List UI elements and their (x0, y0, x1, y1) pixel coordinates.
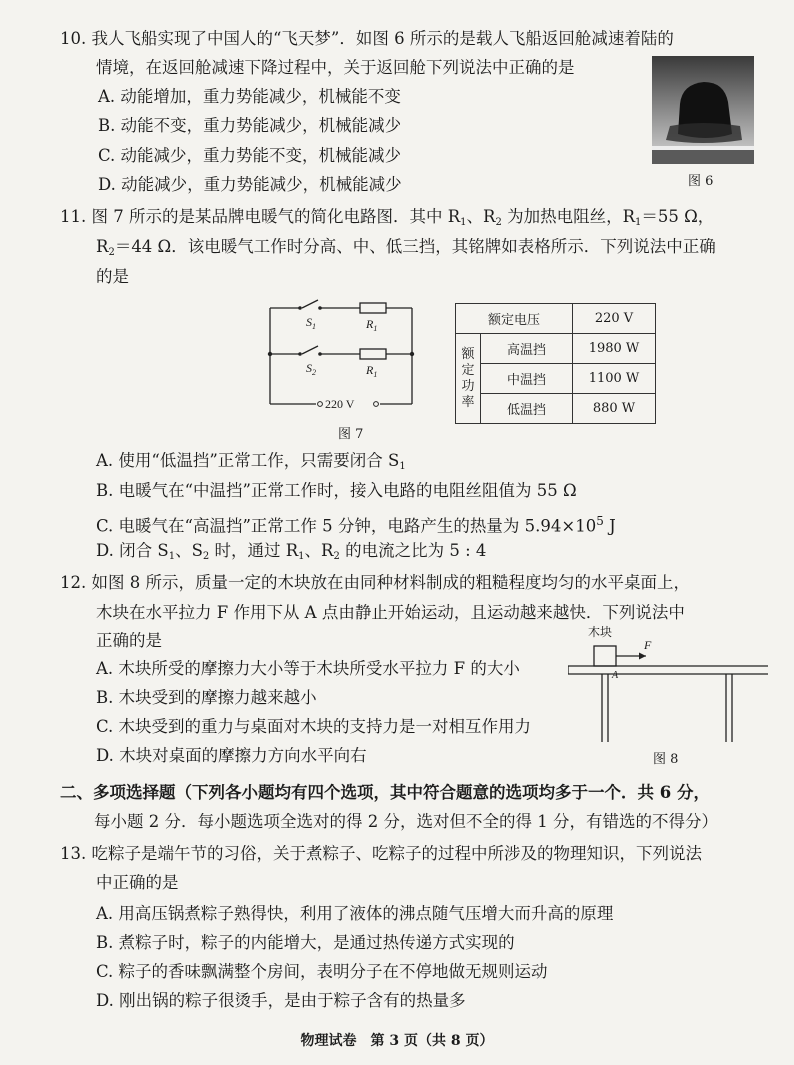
q11-stem-line1: 11. 图 7 所示的是某品牌电暖气的简化电路图．其中 $R_1$、$R_2$ 为加热电阻丝，$R_1=55$ Ω， (60, 207, 715, 228)
section2-instructions-line1: 二、多项选择题（下列各小题均有四个选项，其中符合题意的选项均多于一个．共 6 分， (60, 783, 710, 802)
circuit-diagram (262, 292, 432, 420)
low-gear-value: 880 W (573, 394, 656, 424)
q13-option-b: B. 煮粽子时，粽子的内能增大，是通过热传递方式实现的 (96, 933, 515, 952)
q13-option-c: C. 粽子的香味飘满整个房间，表明分子在不停地做无规则运动 (96, 962, 548, 981)
q11-option-a: A. 使用“低温挡”正常工作，只需要闭合 $S_1$ (96, 451, 406, 472)
q10-option-c: C. 动能减少，重力势能不变，机械能减少 (98, 146, 402, 165)
q12-stem-line1: 12. 如图 8 所示，质量一定的木块放在由同种材料制成的粗糙程度均匀的水平桌面上， (60, 573, 690, 592)
q10-stem-line1: 10. 我人飞船实现了中国人的“飞天梦”．如图 6 所示的是载人飞船返回舱减速着陆的 (60, 29, 674, 48)
point-a-label: A (612, 670, 619, 681)
q13-option-a: A. 用高压锅煮粽子熟得快，利用了液体的沸点随气压增大而升高的原理 (96, 904, 614, 923)
q10-option-b: B. 动能不变，重力势能减少，机械能减少 (98, 116, 402, 135)
q12-option-a: A. 木块所受的摩擦力大小等于木块所受水平拉力 F 的大小 (96, 659, 520, 678)
section2-instructions-line2: 每小题 2 分．每小题选项全选对的得 2 分，选对但不全的得 1 分，有错选的不得分） (94, 812, 718, 831)
rated-voltage-label: 额定电压 (456, 304, 573, 334)
force-label: F (644, 638, 652, 652)
q10-option-d: D. 动能减少，重力势能减少，机械能减少 (98, 175, 402, 194)
wooden-block (594, 646, 616, 666)
q12-option-b: B. 木块受到的摩擦力越来越小 (96, 688, 317, 707)
figure-6-caption: 图 6 (688, 174, 714, 189)
block-on-table-figure (568, 622, 768, 750)
resistor-r2-label: $R_1$ (366, 363, 378, 379)
voltage-source-label: 220 V (325, 397, 355, 411)
q13-option-d: D. 刚出锅的粽子很烫手，是由于粽子含有的热量多 (96, 991, 466, 1010)
nameplate-table (455, 303, 656, 424)
high-gear-label: 高温挡 (481, 334, 573, 364)
figure-7-caption: 图 7 (338, 427, 364, 442)
q13-stem-line1: 13. 吃粽子是端午节的习俗，关于煮粽子、吃粽子的过程中所涉及的物理知识，下列说法 (60, 844, 702, 863)
q12-option-d: D. 木块对桌面的摩擦力方向水平向右 (96, 746, 367, 765)
page-footer: 物理试卷 第 3 页（共 8 页） (300, 1033, 494, 1049)
q12-option-c: C. 木块受到的重力与桌面对木块的支持力是一对相互作用力 (96, 717, 532, 736)
force-arrow-icon (639, 653, 646, 660)
q12-stem-line3: 正确的是 (96, 631, 162, 650)
q11-option-d: D. 闭合 $S_1$、$S_2$ 时，通过 $R_1$、$R_2$ 的电流之比为 5 : 4 (96, 541, 487, 562)
capsule-landing-photo (652, 56, 754, 164)
low-gear-label: 低温挡 (481, 394, 573, 424)
mid-gear-value: 1100 W (573, 364, 656, 394)
block-label: 木块 (588, 625, 613, 639)
figure-8-caption: 图 8 (653, 752, 679, 767)
rated-power-label: 额 定 功 率 (456, 334, 481, 424)
q10-option-a: A. 动能增加，重力势能减少，机械能不变 (98, 87, 401, 106)
q11-option-c: C. 电暖气在“高温挡”正常工作 5 分钟，电路产生的热量为 $5.94\times 10^5$ J (96, 514, 616, 536)
mid-gear-label: 中温挡 (481, 364, 573, 394)
q12-stem-line2: 木块在水平拉力 F 作用下从 A 点由静止开始运动，且运动越来越快．下列说法中 (96, 603, 685, 622)
switch-s1-label: $S_1$ (306, 315, 316, 331)
q11-option-b: B. 电暖气在“中温挡”正常工作时，接入电路的电阻丝阻值为 55 Ω (96, 481, 577, 500)
q13-stem-line2: 中正确的是 (96, 873, 179, 892)
high-gear-value: 1980 W (573, 334, 656, 364)
q10-stem-line2: 情境，在返回舱减速下降过程中，关于返回舱下列说法中正确的是 (96, 58, 575, 77)
q11-stem-line3: 的是 (96, 267, 129, 286)
switch-s2-label: $S_2$ (306, 361, 316, 377)
resistor-r1-label: $R_1$ (366, 317, 378, 333)
q11-stem-line2: $R_2=44$ Ω．该电暖气工作时分高、中、低三挡，其铭牌如表格所示．下列说法中正确 (96, 237, 716, 258)
rated-voltage-value: 220 V (573, 304, 656, 334)
